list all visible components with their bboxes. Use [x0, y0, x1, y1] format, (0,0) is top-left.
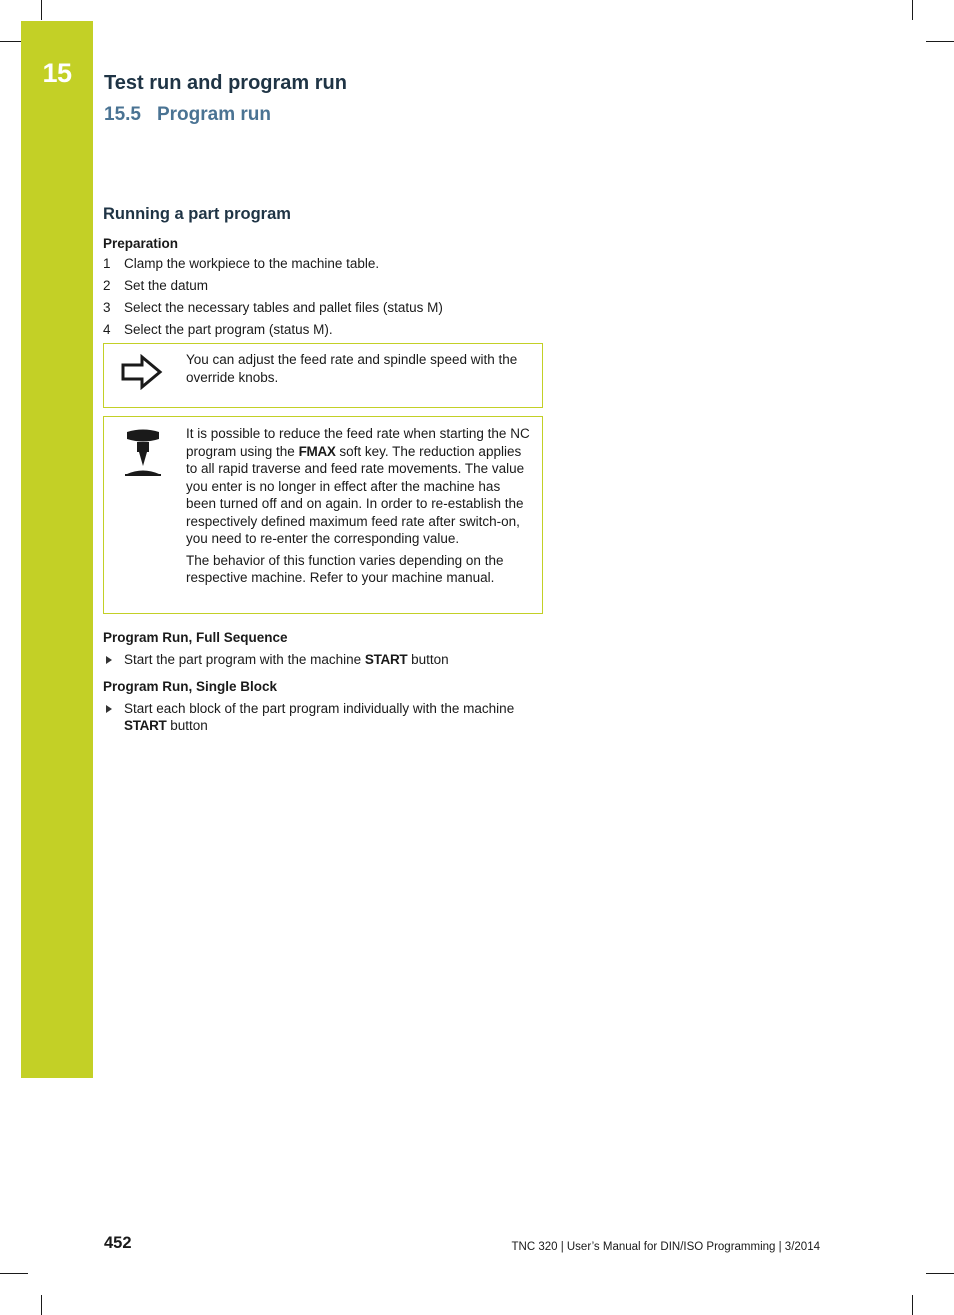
machine-note [103, 416, 543, 614]
single-block-heading: Program Run, Single Block [103, 678, 278, 694]
section-title [104, 104, 271, 126]
list-item [103, 255, 543, 273]
tip-text: You can adjust the feed rate and spindle speed with the override knobs. [186, 352, 518, 385]
crop-mark [41, 1295, 42, 1315]
section-heading: Running a part program [103, 205, 291, 223]
step-text: Select the necessary tables and pallet files (status M) [124, 300, 443, 315]
text-run: button [407, 652, 449, 667]
crop-mark [912, 0, 913, 20]
step-number: 4 [103, 322, 111, 337]
key-start: START [124, 718, 167, 733]
section-name: Program run [156, 104, 272, 125]
arrow-right-icon [120, 354, 164, 395]
tip-note [103, 343, 543, 408]
crop-mark [0, 1273, 28, 1274]
chapter-side-band [21, 21, 93, 1078]
text-run: Start the part program with the machine [124, 652, 365, 667]
step-text: Select the part program (status M). [124, 322, 333, 337]
step-number: 3 [103, 300, 111, 315]
single-block-actions [103, 700, 543, 735]
softkey-fmax: FMAX [298, 443, 336, 459]
full-sequence-heading: Program Run, Full Sequence [103, 630, 288, 645]
page-number: 452 [104, 1234, 132, 1252]
machine-note-paragraph: The behavior of this function varies depending on the respective machine. Refer to your machine manual. [186, 552, 504, 585]
preparation-steps [103, 255, 543, 339]
step-number: 2 [103, 278, 111, 293]
page-content [103, 205, 543, 745]
list-item [103, 277, 543, 295]
crop-mark [926, 1273, 954, 1274]
list-item [103, 321, 543, 339]
triangle-bullet-icon [106, 656, 112, 664]
crop-mark [926, 41, 954, 42]
machine-spindle-icon [124, 428, 162, 485]
preparation-heading: Preparation [103, 236, 179, 251]
text-run: It is possible to reduce the feed rate when starting the NC program using the [186, 426, 530, 459]
step-number: 1 [103, 256, 111, 271]
text-run: soft key. The reduction applies to all rapid traverse and feed rate movements. The value you enter is no longer in effect after the machine has been turned off and on again. In order to re-establish the respectively defined maximum feed rate after switch-on, you need to re-enter the corresponding value. [186, 443, 525, 546]
text-run: Start each block of the part program individually with the machine [124, 700, 515, 716]
list-item [103, 700, 524, 735]
step-text: Clamp the workpiece to the machine table. [124, 256, 380, 271]
step-text: Set the datum [124, 278, 209, 293]
key-start: START [364, 652, 408, 667]
footer-text: TNC 320 | User’s Manual for DIN/ISO Programming | 3/2014 [511, 1241, 820, 1253]
machine-note-paragraph [186, 425, 532, 548]
list-item [103, 651, 543, 669]
list-item [103, 299, 543, 317]
crop-mark [912, 1295, 913, 1315]
section-number: 15.5 [104, 104, 141, 125]
text-run: button [166, 718, 208, 733]
triangle-bullet-icon [106, 705, 112, 713]
chapter-title: Test run and program run [104, 72, 347, 94]
full-sequence-actions [103, 651, 543, 669]
chapter-number: 15 [42, 58, 72, 88]
crop-mark [41, 0, 42, 20]
